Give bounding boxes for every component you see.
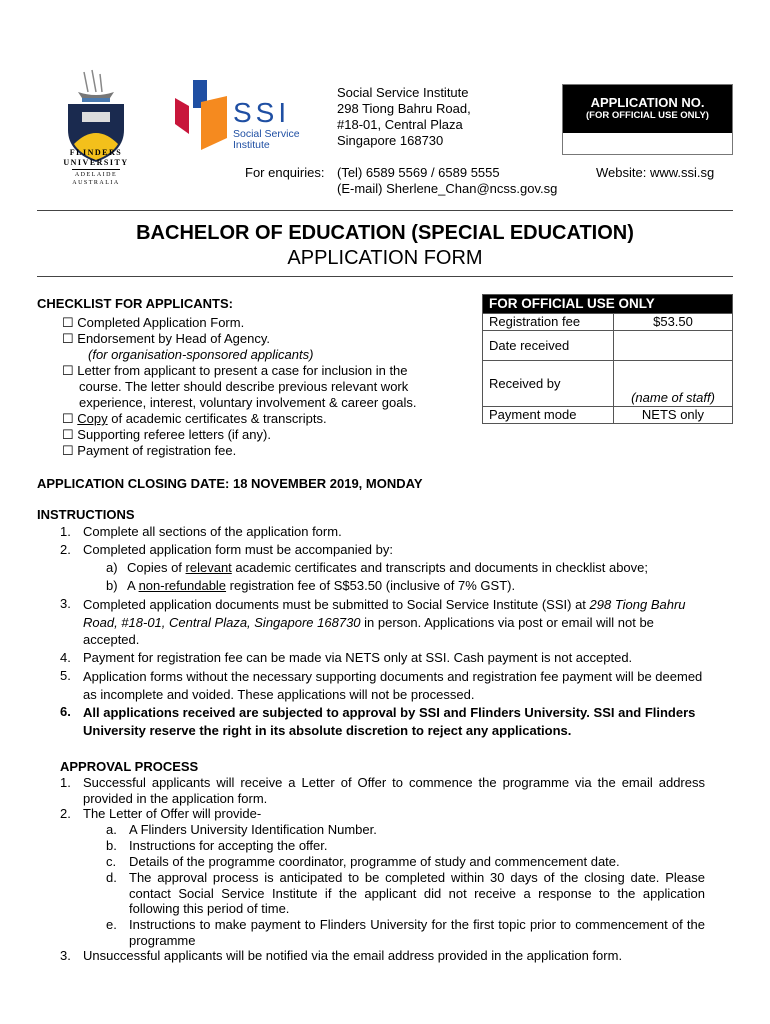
page-subtitle: APPLICATION FORM — [287, 247, 483, 269]
approval-subitem: A Flinders University Identification Number. — [129, 822, 377, 837]
list-number: 5. — [60, 668, 71, 683]
sub-letter: b) — [106, 578, 118, 593]
sub-letter: c. — [106, 854, 117, 869]
app-no-title: APPLICATION NO. — [590, 95, 705, 110]
approval-subitem: The approval process is anticipated to be completed within 30 days of the closing date. Please contact Social Service Institute if the applicant did not receive a response to the application following this period of time. — [129, 870, 705, 917]
checkbox[interactable]: ☐ — [62, 331, 74, 346]
list-number: 2. — [60, 806, 71, 821]
item-label-cont: course. The letter should describe previous relevant work — [79, 379, 409, 394]
approval-item: Successful applicants will receive a Letter of Offer to commence the programme via the email address provided in the application form. — [83, 775, 705, 806]
enquiries-tel: (Tel) 6589 5569 / 6589 5555 — [337, 165, 500, 180]
item-label: Endorsement by Head of Agency. — [77, 331, 270, 346]
sub-letter: e. — [106, 917, 117, 932]
instruction-item: Payment for registration fee can be made via NETS only at SSI. Cash payment is not accepted. — [83, 650, 633, 665]
item-label-underlined: Copy — [77, 411, 108, 426]
checkbox[interactable]: ☐ — [62, 363, 74, 378]
row-label: Date received — [483, 331, 614, 361]
official-use-table — [482, 294, 733, 424]
divider — [37, 210, 733, 211]
instructions-heading: INSTRUCTIONS — [37, 507, 135, 522]
flinders-logo: FLINDERS UNIVERSITY ADELAIDE AUSTRALIA — [52, 68, 140, 186]
checklist-item[interactable] — [62, 443, 236, 459]
instruction-item: Application forms without the necessary supporting documents and registration fee payment will be deemed as incomplete and voided. These applications will not be processed. — [83, 669, 703, 702]
row-value[interactable] — [614, 331, 733, 361]
item-label: Supporting referee letters (if any). — [77, 427, 271, 442]
checklist-item[interactable] — [62, 363, 408, 379]
svg-text:SSI: SSI — [233, 97, 291, 128]
list-number: 1. — [60, 775, 71, 790]
row-value[interactable]: (name of staff) — [614, 361, 733, 407]
approval-heading: APPROVAL PROCESS — [60, 759, 199, 774]
instruction-item: Complete all sections of the application form. — [83, 524, 342, 539]
item-label: of academic certificates & transcripts. — [107, 411, 327, 426]
row-value: NETS only — [614, 407, 733, 424]
checklist-item[interactable] — [62, 315, 244, 331]
approval-item: Unsuccessful applicants will be notified via the email address provided in the application form. — [83, 948, 623, 963]
ssi-logo — [175, 80, 320, 152]
approval-subitem: Instructions for accepting the offer. — [129, 838, 328, 853]
address-line: Social Service Institute — [337, 85, 469, 100]
divider — [37, 276, 733, 277]
checkbox[interactable]: ☐ — [62, 411, 74, 426]
checklist-heading: CHECKLIST FOR APPLICANTS: — [37, 296, 233, 311]
item-note: (for organisation-sponsored applicants) — [88, 347, 314, 362]
row-label: Received by — [483, 361, 614, 407]
svg-text:Institute: Institute — [233, 139, 270, 151]
sub-letter: a) — [106, 560, 118, 575]
checklist-item[interactable] — [62, 411, 327, 427]
app-no-sub: (FOR OFFICIAL USE ONLY) — [586, 110, 709, 121]
enquiries-label: For enquiries: — [245, 165, 325, 180]
sub-letter: b. — [106, 838, 117, 853]
website[interactable]: Website: www.ssi.sg — [596, 165, 715, 180]
approval-item: The Letter of Offer will provide- — [83, 806, 262, 821]
row-value: $53.50 — [614, 314, 733, 331]
address-line: Singapore 168730 — [337, 133, 444, 148]
sub-letter: d. — [106, 870, 117, 885]
enquiries-email[interactable]: (E-mail) Sherlene_Chan@ncss.gov.sg — [337, 181, 558, 196]
list-number: 2. — [60, 542, 71, 557]
svg-text:Social Service: Social Service — [233, 128, 300, 140]
checkbox[interactable]: ☐ — [62, 427, 74, 442]
sub-letter: a. — [106, 822, 117, 837]
approval-subitem: Details of the programme coordinator, programme of study and commencement date. — [129, 854, 620, 869]
instruction-subitem: Copies of relevant academic certificates and transcripts and documents in checklist above; — [127, 560, 648, 575]
list-number: 4. — [60, 650, 71, 665]
checklist-item[interactable] — [62, 427, 271, 443]
item-label-cont: experience, interest, voluntary involvement & career goals. — [79, 395, 417, 410]
list-number: 6. — [60, 704, 71, 719]
instruction-item: All applications received are subjected to approval by SSI and Flinders University. SSI and Flinders University reserve the right in its absolute discretion to reject any applications. — [83, 705, 696, 738]
address-line: #18-01, Central Plaza — [337, 117, 463, 132]
application-number-box — [562, 84, 733, 155]
list-number: 1. — [60, 524, 71, 539]
checkbox[interactable]: ☐ — [62, 443, 74, 458]
item-label: Letter from applicant to present a case for inclusion in the — [77, 363, 408, 378]
item-label: Payment of registration fee. — [77, 443, 237, 458]
instruction-item: Completed application documents must be submitted to Social Service Institute (SSI) at 298 Tiong Bahru Road, #18-01, Central Plaza, Singapore 168730 in person. Applications via post or email will not be accepted. — [83, 597, 686, 648]
row-label: Payment mode — [483, 407, 614, 424]
official-header: FOR OFFICIAL USE ONLY — [483, 295, 733, 314]
item-label: Completed Application Form. — [77, 315, 245, 330]
page-title: BACHELOR OF EDUCATION (SPECIAL EDUCATION) — [136, 222, 634, 244]
instruction-item: Completed application form must be accompanied by: — [83, 542, 393, 557]
checkbox[interactable]: ☐ — [62, 315, 74, 330]
list-number: 3. — [60, 948, 71, 963]
row-label: Registration fee — [483, 314, 614, 331]
closing-date: APPLICATION CLOSING DATE: 18 NOVEMBER 2019, MONDAY — [37, 476, 423, 491]
instruction-subitem: A non-refundable registration fee of S$53.50 (inclusive of 7% GST). — [127, 578, 516, 593]
list-number: 3. — [60, 596, 71, 611]
checklist-item[interactable] — [62, 331, 270, 347]
approval-subitem: Instructions to make payment to Flinders University for the first topic prior to commencement of the programme — [129, 917, 705, 948]
address-line: 298 Tiong Bahru Road, — [337, 101, 471, 116]
